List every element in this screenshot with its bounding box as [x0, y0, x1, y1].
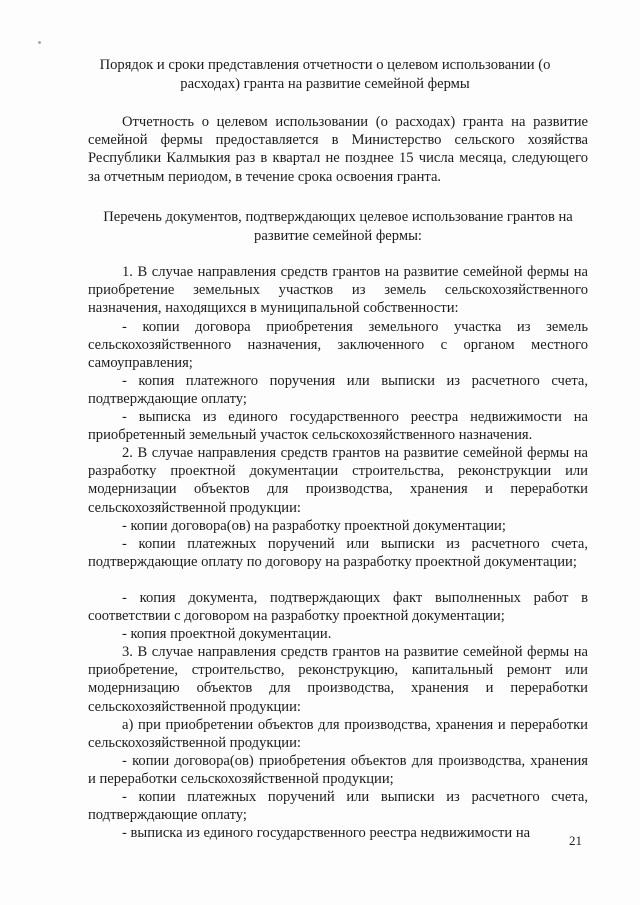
item-3-a: а) при приобретении объектов для производства, хранения и переработки сельскохозяйственной продукции: — [88, 717, 588, 752]
item-2: 2. В случае направления средств грантов на развитие семейной фермы на разработку проектной документации строительства, реконструкции или модернизации объектов для производства, хранения и переработки сельскохозяйственной продукции: — [88, 445, 588, 516]
item-3: 3. В случае направления средств грантов на развитие семейной фермы на приобретение, строительство, реконструкцию, капитальный ремонт или модернизацию объектов для производства, хранения и переработки сельскохозяйственной продукции: — [88, 644, 588, 715]
item-2-a: - копии договора(ов) на разработку проектной документации; — [122, 518, 506, 534]
item-3-a-2: - копии платежных поручений или выписки из расчетного счета, подтверждающие оплату; — [88, 789, 588, 824]
document-title — [95, 56, 555, 94]
title-line-1: Порядок и сроки представления отчетности о целевом использовании (о — [99, 57, 551, 73]
item-1-a: - копии договора приобретения земельного участка из земель сельскохозяйственного назначения, заключенного с органом местного самоуправления; — [88, 319, 588, 372]
list-title-line-1: Перечень документов, подтверждающих целевое использование грантов на — [103, 209, 573, 225]
item-3-a-3: - выписка из единого государственного реестра недвижимости на — [122, 825, 531, 841]
page-number: 21 — [569, 833, 582, 848]
item-1-c: - выписка из единого государственного реестра недвижимости на приобретенный земельный участок сельскохозяйственного назначения. — [88, 409, 588, 444]
item-2-b: - копии платежных поручений или выписки из расчетного счета, подтверждающие оплату по договору на разработку проектной документации; — [88, 536, 588, 571]
scan-speck — [38, 41, 41, 44]
list-title — [88, 208, 588, 246]
item-2-c: - копия документа, подтверждающих факт выполненных работ в соответствии с договором на разработку проектной документации; — [88, 590, 588, 625]
item-1: 1. В случае направления средств грантов на развитие семейной фермы на приобретение земельных участков из земель сельскохозяйственного назначения, находящихся в муниципальной собственности: — [88, 264, 588, 317]
title-line-2: расходах) гранта на развитие семейной фермы — [180, 76, 470, 92]
item-2-d: - копия проектной документации. — [122, 626, 332, 642]
item-1-b: - копия платежного поручения или выписки из расчетного счета, подтверждающие оплату; — [88, 373, 588, 408]
list-title-line-2: развитие семейной фермы: — [254, 228, 422, 244]
intro-paragraph: Отчетность о целевом использовании (о расходах) гранта на развитие семейной фермы предоставляется в Министерство сельского хозяйства Республики Калмыкия раз в квартал не позднее 15 числа месяца, следующего за отчетным периодом, в течение срока освоения гранта. — [88, 114, 588, 185]
item-3-a-1: - копии договора(ов) приобретения объектов для производства, хранения и переработки сельскохозяйственной продукции; — [88, 753, 588, 788]
